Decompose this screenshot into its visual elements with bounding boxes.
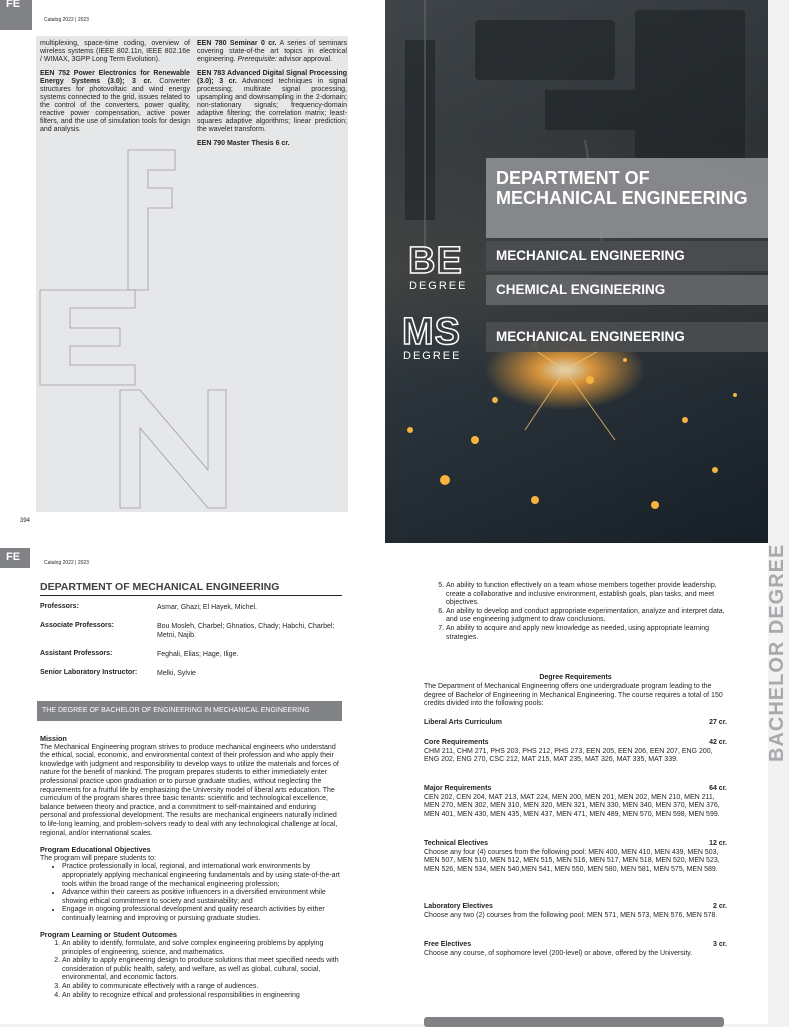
course-entry: multiplexing, space-time coding, overview of wireless systems (IEEE 802.11n, IEEE 802.16e / WIMAX, 3GPP Long Term Evolution). [40, 40, 190, 63]
faculty-tab-bottom: FE [0, 548, 30, 568]
faculty-label-professors: Professors: [40, 603, 79, 610]
faculty-value-lab-instructor: Melki, Sylvie [157, 670, 196, 677]
right-outcomes [424, 582, 727, 642]
list-item: • Engage in ongoing professional development and quality research activities by either continually learning and improving or pursuing graduate studies. [62, 906, 344, 923]
mission-heading: Mission [40, 734, 67, 743]
left-body-column [40, 735, 344, 1000]
faculty-value-assistant: Feghali, Elias; Hage, Ilige. [157, 651, 239, 658]
bachelor-degree-vertical: BACHELOR DEGREE [766, 543, 788, 762]
faculty-label-associate: Associate Professors: [40, 622, 114, 629]
list-item: 4. An ability to recognize ethical and professional responsibilities in engineering [62, 992, 344, 1001]
be-program-chemical: CHEMICAL ENGINEERING [486, 275, 768, 305]
faculty-value-professors: Asmar, Ghazi; El Hayek, Michel. [157, 604, 257, 611]
req-liberal-arts: Liberal Arts Curriculum 27 cr. [424, 719, 727, 726]
peo-list [40, 863, 344, 923]
section-bar: THE DEGREE OF BACHELOR OF ENGINEERING IN MECHANICAL ENGINEERING [37, 701, 342, 721]
list-item: 1. An ability to identify, formulate, and solve complex engineering problems by applying principles of engineering, science, and mathematics. [62, 940, 344, 957]
list-item: • Advance within their careers as positive influencers in a diversified environment while showing ethical commitment to society and sustainability; and [62, 889, 344, 906]
outcome-list [424, 582, 727, 642]
course-entry: EEN 790 Master Thesis 6 cr. [197, 140, 290, 147]
department-banner: DEPARTMENT OF MECHANICAL ENGINEERING [486, 158, 768, 238]
ms-degree-word: DEGREE [403, 350, 462, 362]
req-laboratory: Laboratory Electives 2 cr. Choose any two (2) courses from the following pool: MEN 571, MEN 573, MEN 576, MEN 578. [424, 903, 727, 919]
plo-heading: Program Learning or Student Outcomes [40, 930, 177, 940]
course-column-2 [197, 40, 347, 154]
outline-letter-n [120, 390, 226, 508]
catalog-label-bottom: Catalog 2022 | 2023 [44, 560, 89, 566]
course-entry: EEN 780 Seminar 0 cr. A series of seminars covering state-of-the art topics in electrical engineering. Prerequisite: advisor approval. [197, 40, 348, 63]
top-left-column [0, 0, 385, 543]
ms-program-mechanical: MECHANICAL ENGINEERING [486, 322, 768, 352]
be-degree-code: BE [408, 240, 463, 282]
faculty-tab: FE [0, 0, 32, 30]
outline-letter-f [128, 150, 175, 290]
catalog-label: Catalog 2022 | 2023 [44, 17, 89, 23]
list-item: • Practice professionally in local, regional, and international work environments by appropriately applying mechanical engineering fundamentals and by using state-of-the-art tools within the broad range of the mechanical engineering profession; [62, 863, 344, 889]
be-degree-word: DEGREE [409, 280, 468, 292]
list-item: 3. An ability to communicate effectively with a range of audiences. [62, 983, 344, 992]
degree-req-heading: Degree Requirements [539, 674, 612, 681]
req-technical: Technical Electives 12 cr. Choose any four (4) courses from the following pool: MEN 400, MEN 410, MEN 439, MEN 503, MEN 507, MEN 510, MEN 512, MEN 515, MEN 516, MEN 517, MEN 518, MEN 520, MEN 523, MEN 526, MEN 534, MEN 540,MEN 541, MEN 550, MEN 580, MEN 581, MEN 575, MEN 589. [424, 840, 727, 873]
outline-letters [40, 150, 230, 510]
page-number: 394 [20, 518, 31, 524]
outline-letter-e [40, 290, 135, 385]
be-program-mechanical: MECHANICAL ENGINEERING [486, 241, 768, 271]
peo-intro: The program will prepare students to: [40, 854, 156, 862]
req-core: Core Requirements 42 cr. CHM 211, CHM 271, PHS 203, PHS 212, PHS 273, EEN 205, EEN 206, EEN 207, ENG 200, ENG 202, ENG 270, CSC 212, MAT 215, MAT 235, MAT 326, MAT 335, MAT 339. [424, 739, 727, 764]
list-item: 2. An ability to apply engineering design to produce solutions that meet specified needs with consideration of public health, safety, and welfare, as well as global, cultural, social, environmental, and economic factors. [62, 957, 344, 983]
req-major: Major Requirements 64 cr. CEN 202, CEN 204, MAT 213, MAT 224, MEN 200, MEN 201, MEN 202, MEN 210, MEN 211, MEN 270, MEN 302, MEN 310, MEN 320, MEN 321, MEN 330, MEN 340, MEN 370, MEN 376, MEN 401, MEN 430, MEN 435, MEN 437, MEN 471, MEN 489, MEN 570, MEN 598, MEN 599. [424, 785, 727, 818]
course-entry: EEN 752 Power Electronics for Renewable Energy Systems (3.0); 3 cr. Converter structures for photovoltaic and wind energy systems connected to the grid, issues related to the control of the converters, power quality, reactive power compensation, active power filters, and the use of simulation tools for design and analysis. [40, 70, 190, 133]
faculty-label-lab-instructor: Senior Laboratory Instructor: [40, 669, 138, 676]
list-item: 5. An ability to function effectively on a team whose members together provide leadership, create a collaborative and inclusive environment, establish goals, plan tasks, and meet objectives. [446, 582, 727, 608]
ms-degree-code: MS [402, 311, 461, 353]
bottom-bar [424, 1017, 724, 1027]
degree-req-intro: The Department of Mechanical Engineering offers one undergraduate program leading to the degree of Bachelor of Engineering in Mechanical Engineering. The course requires a total of 150 credits divided into the following pools: [424, 683, 723, 708]
list-item: 7. An ability to acquire and apply new knowledge as needed, using appropriate learning strategies. [446, 625, 727, 642]
list-item: 6. An ability to develop and conduct appropriate experimentation, analyze and interpret data, and use engineering judgment to draw conclusions. [446, 608, 727, 625]
title-rule [40, 595, 342, 596]
peo-heading: Program Educational Objectives [40, 845, 151, 855]
course-entry: EEN 783 Advanced Digital Signal Processing (3.0); 3 cr. Advanced techniques in signal processing; multirate signal processing, upsampling and downsampling in the 2-domain; non-stationary signals; frequency-domain adaptive filtering; the correlation matrix; least-squares adaptive algorithms; linear prediction; the wavelet transform. [197, 70, 347, 133]
mission-text: The Mechanical Engineering program strives to produce mechanical engineers who understand the ethical, social, economic, and environmental context of their profession and who apply their knowledge with judgment and responsibility to develop ways to utilize the materials and forces of nature for the benefit of mankind. The program prepares students to either immediately enter professional practice upon graduation or to pursue graduate studies, without neglecting the requirements for a fruitful life by emphasizing the University model of liberal arts education. The curriculum of the program shares three basic tenants: scientific and technological excellence, balance between theory and practice, and a commitment to self-maintained and enduring personal and professional development. The results are mechanical engineers naturally inclined to life-long learning, and problem-solvers ready to deal with any technological challenge at local, regional, and/or international scales. [40, 743, 339, 837]
department-title: DEPARTMENT OF MECHANICAL ENGINEERING [40, 581, 280, 593]
plo-list [40, 940, 344, 1000]
req-free: Free Electives 3 cr. Choose any course, of sophomore level (200-level) or above, offered by the University. [424, 941, 727, 957]
faculty-value-associate: Bou Mosleh, Charbel; Ghnatios, Chady; Habchi, Charbel; Metni, Najib. [157, 623, 335, 639]
faculty-label-assistant: Assistant Professors: [40, 650, 113, 657]
course-column-1 [40, 40, 190, 140]
